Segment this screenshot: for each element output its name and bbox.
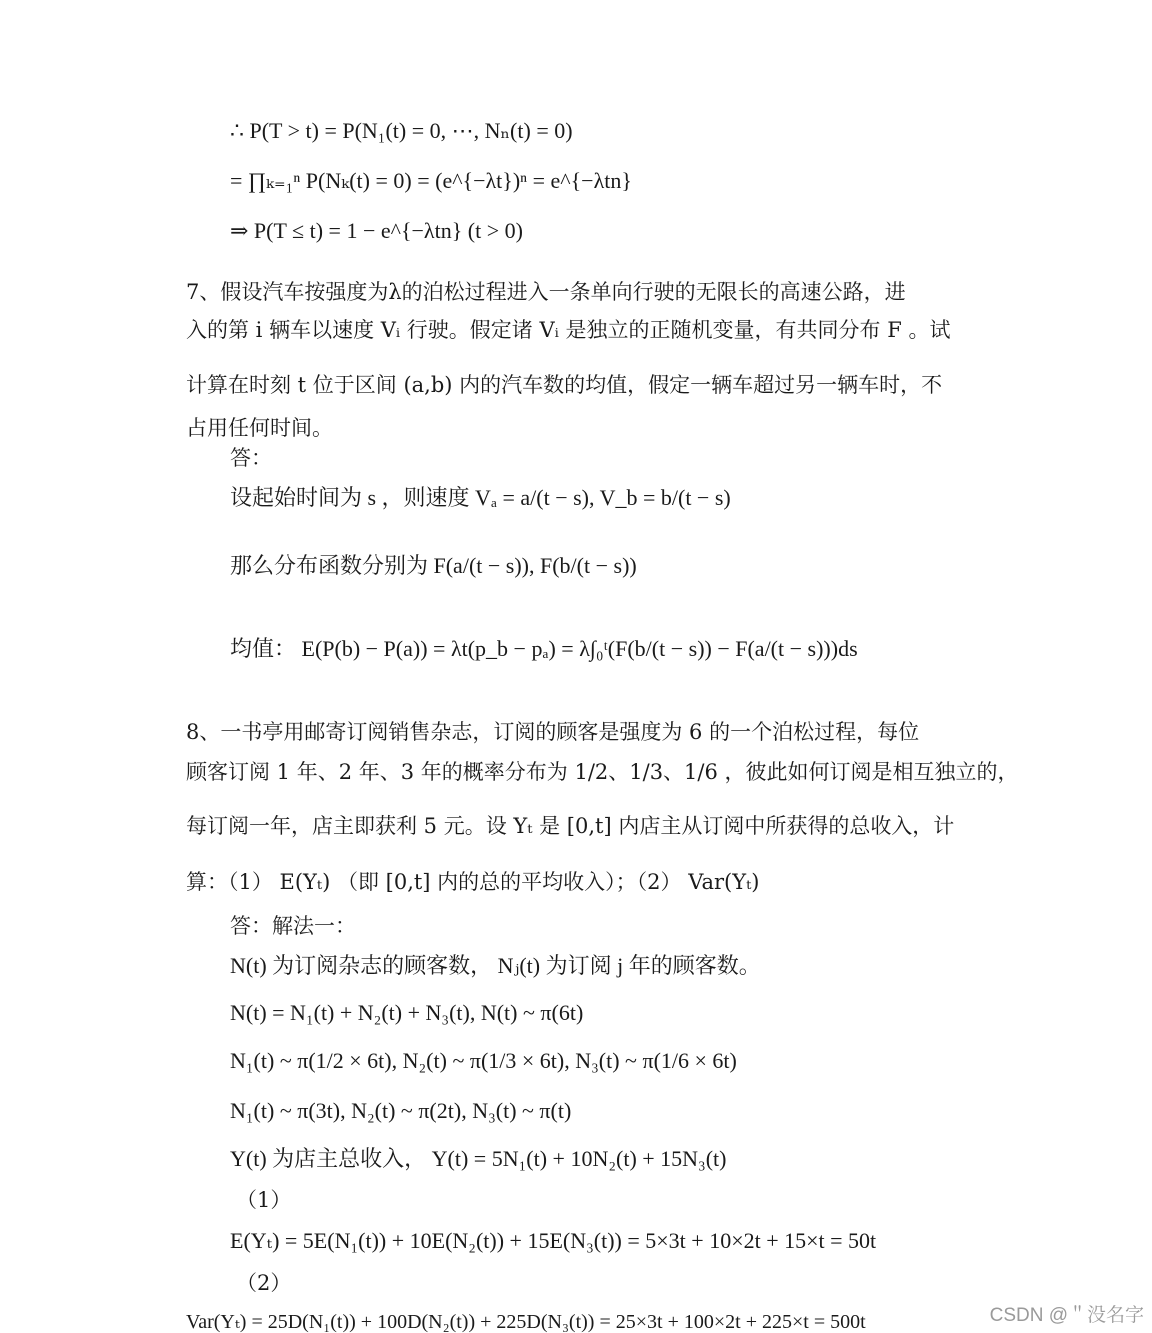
answer-8-n-simplified: N₁(t) ~ π(3t), N₂(t) ~ π(2t), N₃(t) ~ π(t): [230, 1098, 572, 1123]
problem-7-line-1: 7、假设汽车按强度为λ的泊松过程进入一条单向行驶的无限长的高速公路，进: [186, 280, 906, 304]
formula-product: = ∏ₖ₌₁ⁿ P(Nₖ(t) = 0) = (e^{−λt})ⁿ = e^{−λtn}: [230, 168, 632, 193]
problem-8-line-3: 每订阅一年，店主即获利 5 元。设 Yₜ 是 [0,t] 内店主从订阅中所获得的总收入，计: [186, 814, 955, 838]
answer-label-8: 答：解法一：: [230, 914, 356, 938]
answer-8-expectation: E(Yₜ) = 5E(N₁(t)) + 10E(N₂(t)) + 15E(N₃(t)) = 5×3t + 10×2t + 15×t = 50t: [230, 1228, 877, 1253]
csdn-watermark: CSDN @＂没名字: [989, 1305, 1144, 1326]
formula-p-t-gt-t: ∴ P(T > t) = P(N₁(t) = 0, ⋯, Nₙ(t) = 0): [230, 118, 573, 143]
problem-7-line-2: 入的第 i 辆车以速度 Vᵢ 行驶。假定诸 Vᵢ 是独立的正随机变量，有共同分布 F 。试: [186, 318, 951, 342]
answer-8-variance: Var(Yₜ) = 25D(N₁(t)) + 100D(N₂(t)) + 225D(N₃(t)) = 25×3t + 100×2t + 225×t = 500t: [186, 1311, 866, 1333]
answer-7-distribution: 那么分布函数分别为 F(a/(t − s)), F(b/(t − s)): [230, 553, 637, 578]
part-1-label: （1）: [236, 1188, 292, 1212]
answer-8-n-split: N₁(t) ~ π(1/2 × 6t), N₂(t) ~ π(1/3 × 6t), N₃(t) ~ π(1/6 × 6t): [230, 1048, 737, 1073]
answer-label-7: 答：: [230, 446, 272, 470]
problem-7-line-3: 计算在时刻 t 位于区间 (a,b) 内的汽车数的均值，假定一辆车超过另一辆车时，不: [186, 373, 943, 397]
formula-cdf: ⇒ P(T ≤ t) = 1 − e^{−λtn} (t > 0): [230, 218, 523, 243]
answer-8-definition: N(t) 为订阅杂志的顾客数， Nⱼ(t) 为订阅 j 年的顾客数。: [230, 953, 761, 978]
answer-8-n-sum: N(t) = N₁(t) + N₂(t) + N₃(t), N(t) ~ π(6t): [230, 1000, 584, 1025]
problem-8-line-4: 算：（1） E(Yₜ) （即 [0,t] 内的总的平均收入）；（2） Var(Yₜ): [186, 870, 760, 894]
answer-7-mean: 均值： E(P(b) − P(a)) = λt(p_b − pₐ) = λ∫₀ᵗ(F(b/(t − s)) − F(a/(t − s)))ds: [230, 636, 858, 661]
answer-7-velocity: 设起始时间为 s ，则速度 Vₐ = a/(t − s), V_b = b/(t − s): [230, 485, 731, 510]
problem-8-line-1: 8、一书亭用邮寄订阅销售杂志，订阅的顾客是强度为 6 的一个泊松过程，每位: [186, 720, 920, 744]
part-2-label: （2）: [236, 1271, 292, 1295]
problem-7-line-4: 占用任何时间。: [186, 416, 333, 440]
answer-8-income: Y(t) 为店主总收入， Y(t) = 5N₁(t) + 10N₂(t) + 15N₃(t): [230, 1146, 727, 1171]
problem-8-line-2: 顾客订阅 1 年、2 年、3 年的概率分布为 1/2、1/3、1/6 ，彼此如何订阅是相互独立的，: [186, 760, 1019, 784]
